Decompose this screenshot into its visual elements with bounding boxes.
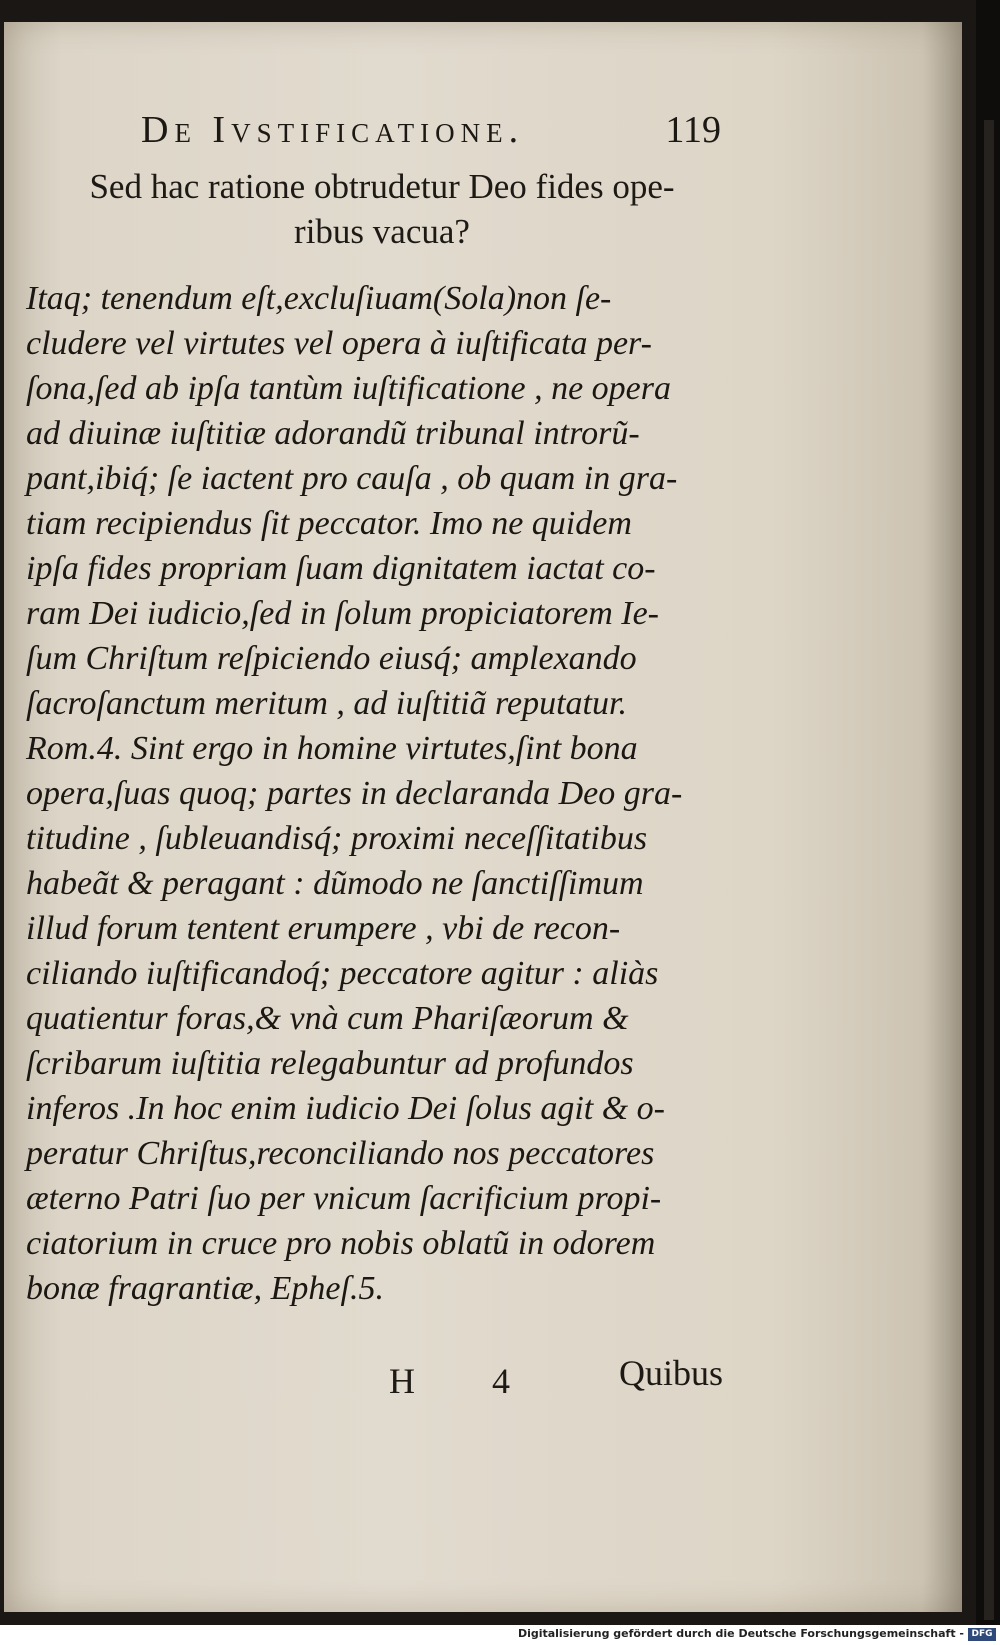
text-line: habeãt & peragant : dũmodo ne ſanctiſſimum	[26, 865, 644, 902]
text-line: quatientur foras,& vnà cum Phariſæorum &	[26, 1000, 629, 1037]
text-line: inferos .In hoc enim iudicio Dei ſolus agit & o-	[26, 1090, 665, 1127]
text-line: ſum Chriſtum reſpiciendo eiusq́; amplexando	[26, 640, 637, 677]
running-title: De Ivstificatione.	[141, 109, 525, 151]
text-line: ram Dei iudicio,ſed in ſolum propiciatorem Ie-	[26, 595, 659, 632]
text-line: ſona,ſed ab ipſa tantùm iuſtificatione , ne opera	[26, 370, 671, 407]
funding-credit: Digitalisierung gefördert durch die Deutsche Forschungsgemeinschaft -	[517, 1627, 964, 1640]
text-line: Itaq; tenendum eſt,excluſiuam(Sola)non ſe-	[26, 280, 612, 317]
catchword: Quibus	[619, 1353, 724, 1393]
page-number: 119	[665, 109, 721, 151]
text-line: titudine , ſubleuandisq́; proximi neceſſitatibus	[26, 820, 648, 857]
book-page	[4, 22, 962, 1612]
text-line: illud forum tentent erumpere , vbi de recon-	[26, 910, 621, 947]
footer-bar	[0, 1625, 1000, 1645]
text-line: tiam recipiendus ſit peccator. Imo ne quidem	[26, 505, 632, 542]
heading-line: Sed hac ratione obtrudetur Deo fides ope-	[89, 167, 675, 206]
dfg-logo: DFG	[968, 1628, 996, 1641]
running-head	[141, 108, 721, 160]
text-line: ad diuinæ iuſtitiæ adorandũ tribunal introrũ-	[26, 415, 640, 452]
text-line: ciliando iuſtificandoq́; peccatore agitur : aliàs	[26, 955, 659, 992]
heading-line: ribus vacua?	[294, 212, 470, 251]
text-line: Rom.4. Sint ergo in homine virtutes,ſint bona	[26, 730, 638, 767]
text-line: ipſa fides propriam ſuam dignitatem iactat co-	[26, 550, 656, 587]
text-line: peratur Chriſtus,reconciliando nos peccatores	[26, 1135, 655, 1172]
text-line: ſcribarum iuſtitia relegabuntur ad profundos	[26, 1045, 634, 1082]
body-text	[26, 276, 726, 1311]
scanner-edge-bar	[984, 120, 994, 1620]
text-line: ciatorium in cruce pro nobis oblatũ in odorem	[26, 1225, 656, 1262]
section-heading	[62, 164, 702, 254]
text-line: bonæ fragrantiæ, Epheſ.5.	[26, 1270, 384, 1307]
text-line: opera,ſuas quoq; partes in declaranda Deo gra-	[26, 775, 683, 812]
text-line: pant,ibiq́; ſe iactent pro cauſa , ob quam in gra-	[26, 460, 678, 497]
text-line: ſacroſanctum meritum , ad iuſtitiã reputatur.	[26, 685, 627, 722]
page-edge-shadow	[922, 22, 962, 1612]
text-line: æterno Patri ſuo per vnicum ſacrificium propi-	[26, 1180, 662, 1217]
signature-mark: H 4	[389, 1361, 544, 1401]
text-line: cludere vel virtutes vel opera à iuſtificata per-	[26, 325, 652, 362]
